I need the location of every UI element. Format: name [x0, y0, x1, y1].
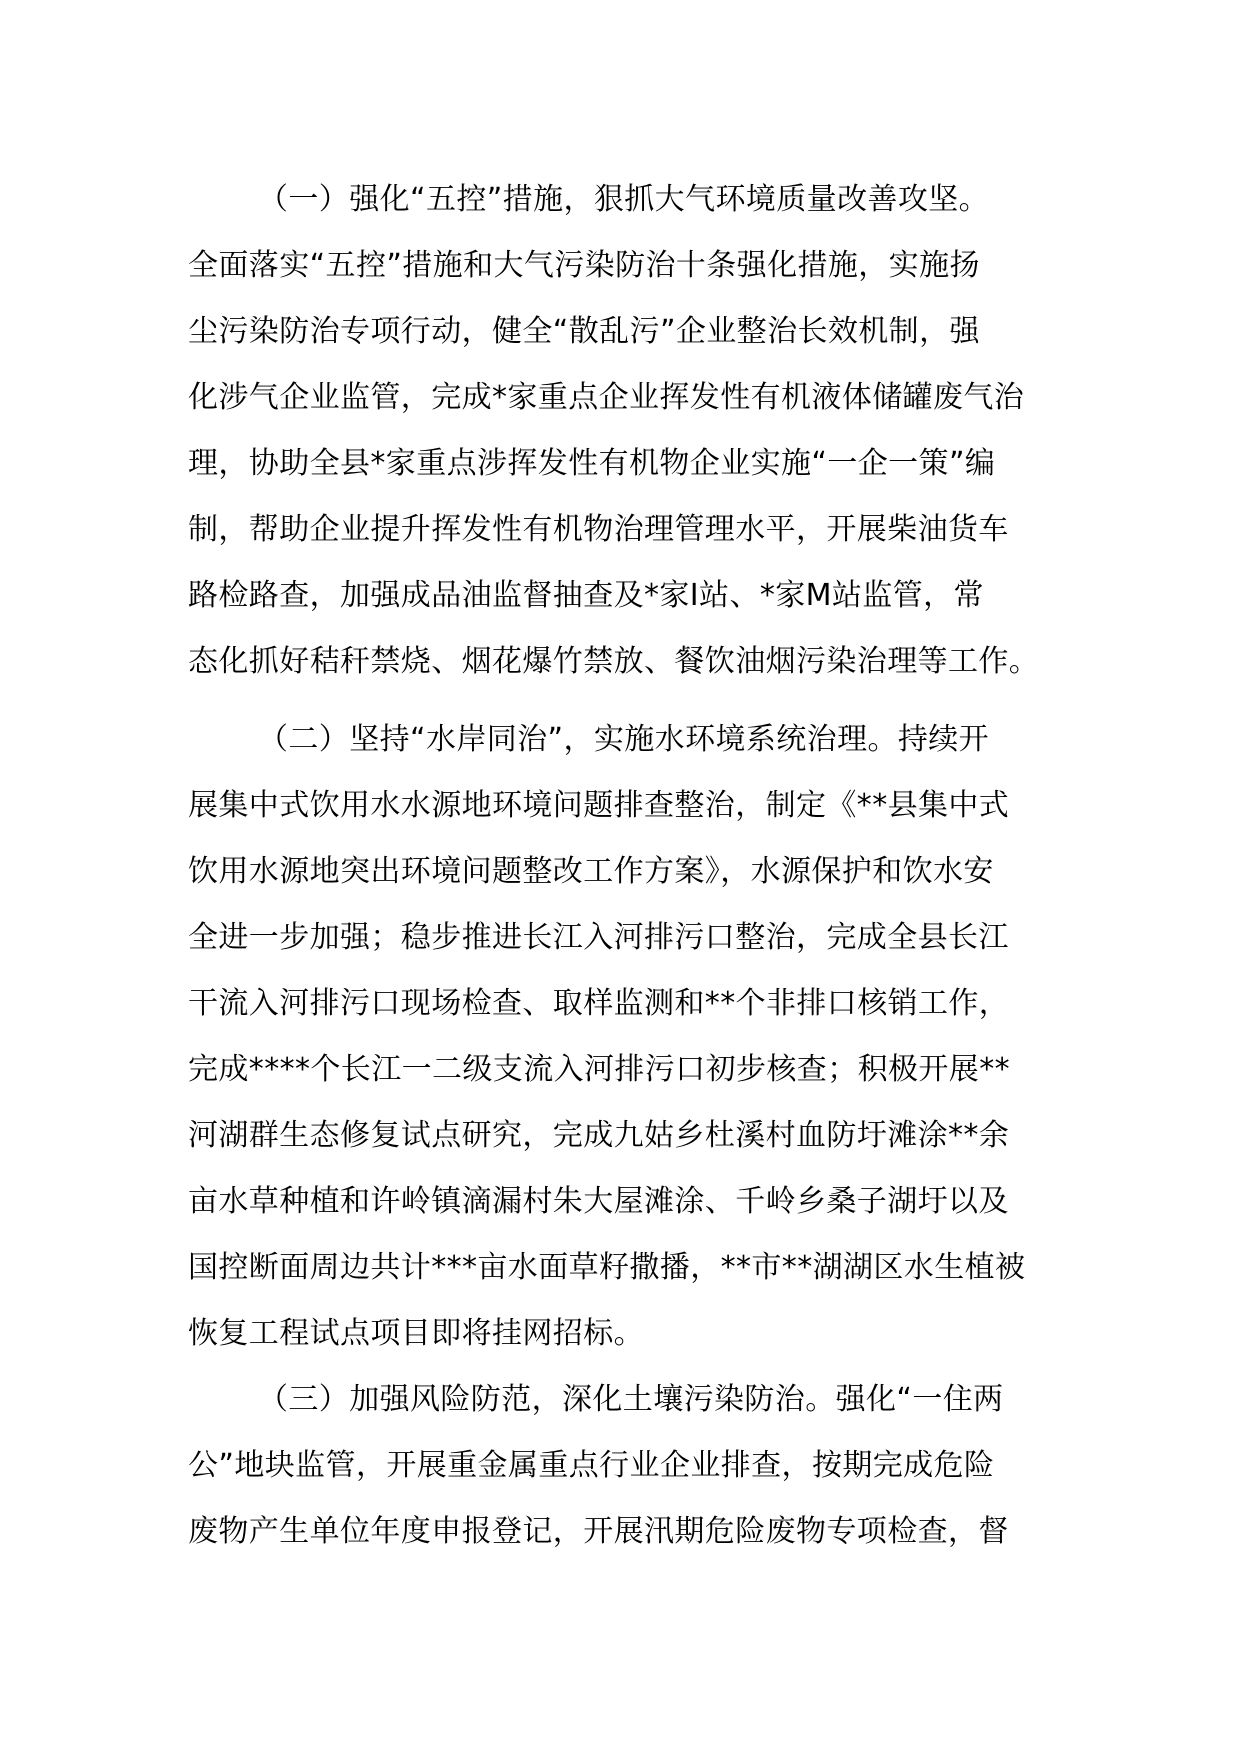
paragraph-line: 国控断面周边共计***亩水面草籽撒播，**市**湖湖区水生植被 [188, 1250, 1026, 1285]
paragraph-water-environment [188, 707, 1058, 1367]
paragraph-line: 路检路查，加强成品油监督抽查及*家I站、*家M站监管，常 [188, 578, 984, 613]
paragraph-line: 亩水草种植和许岭镇滴漏村朱大屋滩涂、千岭乡桑子湖圩以及 [188, 1184, 1009, 1219]
paragraph-line: 全面落实“五控”措施和大气污染防治十条强化措施，实施扬 [188, 248, 980, 283]
paragraph-line: （一）强化“五控”措施，狠抓大气环境质量改善攻坚。 [258, 182, 990, 217]
paragraph-line: 饮用水源地突出环境问题整改工作方案》，水源保护和饮水安 [188, 854, 994, 889]
paragraph-line: 废物产生单位年度申报登记，开展汛期危险废物专项检查，督 [188, 1514, 1009, 1549]
paragraph-soil-pollution [188, 1367, 1058, 1565]
paragraph-line: 理，协助全县*家重点涉挥发性有机物企业实施“一企一策”编 [188, 446, 996, 481]
paragraph-line: （二）坚持“水岸同治”，实施水环境系统治理。持续开 [258, 722, 990, 757]
paragraph-air-pollution [188, 167, 1058, 695]
paragraph-line: 化涉气企业监管，完成*家重点企业挥发性有机液体储罐废气治 [188, 380, 1025, 415]
document-page [188, 167, 1058, 1565]
paragraph-line: 展集中式饮用水水源地环境问题排查整治，制定《**县集中式 [188, 788, 1010, 823]
paragraph-line: 制，帮助企业提升挥发性有机物治理管理水平，开展柴油货车 [188, 512, 1009, 547]
paragraph-line: 尘污染防治专项行动，健全“散乱污”企业整治长效机制，强 [188, 314, 980, 349]
paragraph-line: （三）加强风险防范，深化土壤污染防治。强化“一住两 [258, 1382, 1004, 1417]
paragraph-line: 完成****个长江一二级支流入河排污口初步核查；积极开展** [188, 1052, 1010, 1087]
paragraph-line: 河湖群生态修复试点研究，完成九姑乡杜溪村血防圩滩涂**余 [188, 1118, 1010, 1153]
paragraph-line: 态化抓好秸秆禁烧、烟花爆竹禁放、餐饮油烟污染治理等工作。 [188, 644, 1040, 679]
paragraph-line: 恢复工程试点项目即将挂网招标。 [188, 1316, 644, 1351]
paragraph-line: 全进一步加强；稳步推进长江入河排污口整治，完成全县长江 [188, 920, 1009, 955]
paragraph-line: 干流入河排污口现场检查、取样监测和**个非排口核销工作， [188, 986, 1010, 1021]
paragraph-line: 公”地块监管，开展重金属重点行业企业排查，按期完成危险 [188, 1448, 995, 1483]
